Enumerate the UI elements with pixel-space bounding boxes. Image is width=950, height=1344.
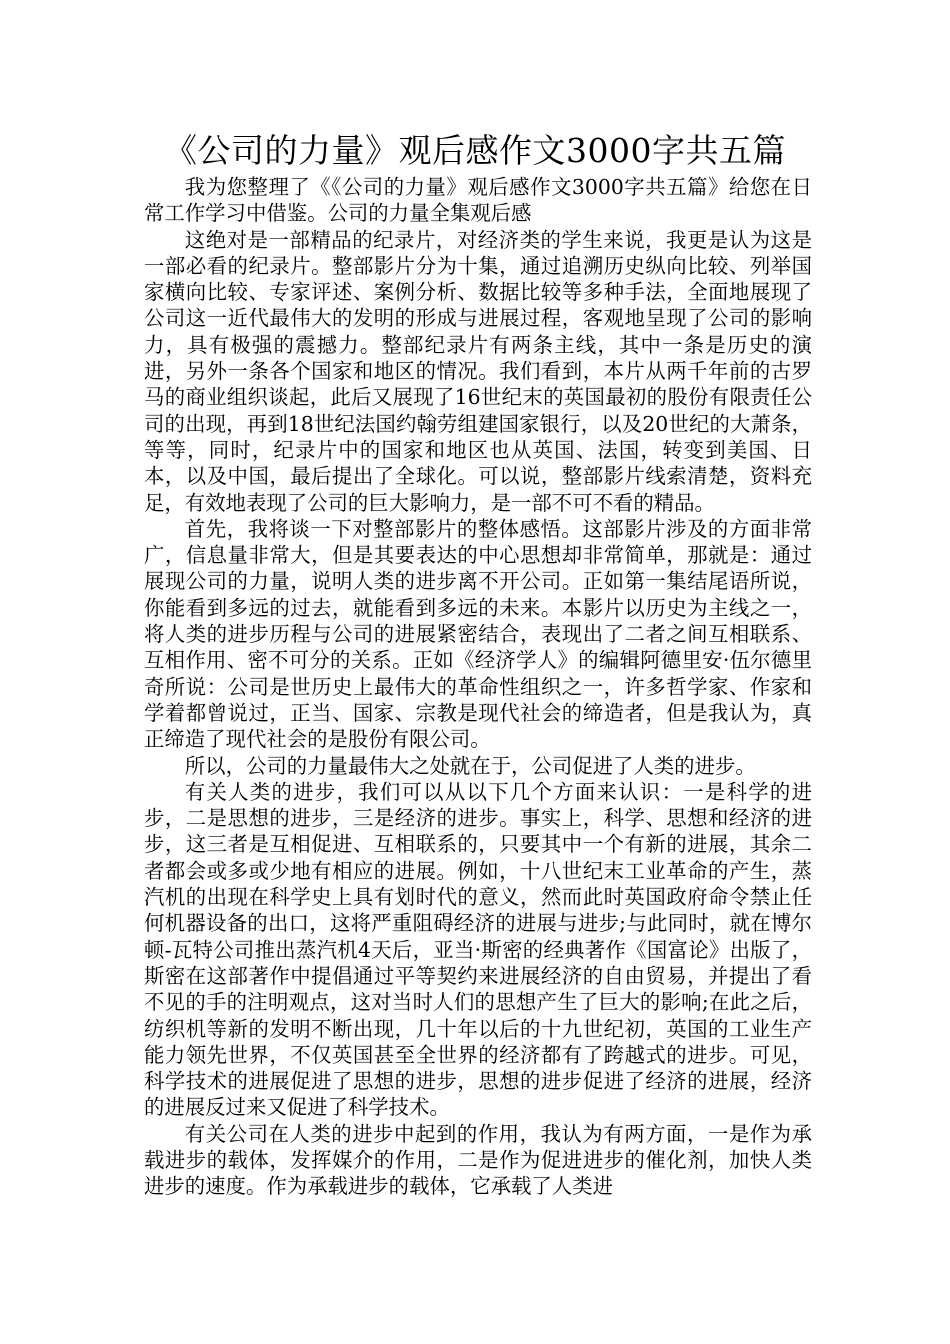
document-title: 《公司的力量》观后感作文3000字共五篇 <box>164 131 786 170</box>
document-body <box>144 174 812 1200</box>
paragraph-progress: 有关人类的进步，我们可以从以下几个方面来认识：一是科学的进步，二是思想的进步，三是经济的进步。事实上，科学、思想和经济的进步，这三者是互相促进、互相联系的，只要其中一个有新的进展，其余二者都会或多或少地有相应的进展。例如，十八世纪末工业革命的产生，蒸汽机的出现在科学史上具有划时代的意义，然而此时英国政府命令禁止任何机器设备的出口，这将严重阻碍经济的进展与进步;与此同时，就在博尔顿-瓦特公司推出蒸汽机4天后，亚当·斯密的经典著作《国富论》出版了，斯密在这部著作中提倡通过平等契约来进展经济的自由贸易，并提出了看不见的手的注明观点，这对当时人们的思想产生了巨大的影响;在此之后，纺织机等新的发明不断出现，几十年以后的十九世纪初，英国的工业生产能力领先世界，不仅英国甚至全世界的经济都有了跨越式的进步。可见，科学技术的进展促进了思想的进步，思想的进步促进了经济的进展，经济的进展反过来又促进了科学技术。 <box>144 779 812 1120</box>
paragraph-intro: 我为您整理了《《公司的力量》观后感作文3000字共五篇》给您在日常工作学习中借鉴。公司的力量全集观后感 <box>144 175 812 226</box>
paragraph-impression: 首先，我将谈一下对整部影片的整体感悟。这部影片涉及的方面非常广，信息量非常大，但是其要表达的中心思想却非常简单，那就是：通过展现公司的力量，说明人类的进步离不开公司。正如第一集结尾语所说，你能看到多远的过去，就能看到多远的未来。本影片以历史为主线之一，将人类的进步历程与公司的进展紧密结合，表现出了二者之间互相联系、互相作用、密不可分的关系。正如《经济学人》的编辑阿德里安·伍尔德里奇所说：公司是世历史上最伟大的革命性组织之一，许多哲学家、作家和学着都曾说过，正当、国家、宗教是现代社会的缔造者，但是我认为，真正缔造了现代社会的是股份有限公司。 <box>144 516 812 752</box>
paragraph-overview: 这绝对是一部精品的纪录片，对经济类的学生来说，我更是认为这是一部必看的纪录片。整部影片分为十集，通过追溯历史纵向比较、列举国家横向比较、专家评述、案例分析、数据比较等多种手法，全面地展现了公司这一近代最伟大的发明的形成与进展过程，客观地呈现了公司的影响力，具有极强的震撼力。整部纪录片有两条主线，其中一条是历史的演进，另外一条各个国家和地区的情况。我们看到，本片从两千年前的古罗马的商业组织谈起，此后又展现了16世纪末的英国最初的股份有限责任公司的出现，再到18世纪法国约翰劳组建国家银行，以及20世纪的大萧条，等等，同时，纪录片中的国家和地区也从英国、法国，转变到美国、日本，以及中国，最后提出了全球化。可以说，整部影片线索清楚，资料充足，有效地表现了公司的巨大影响力，是一部不可不看的精品。 <box>144 227 812 515</box>
paragraph-conclusion: 所以，公司的力量最伟大之处就在于，公司促进了人类的进步。 <box>184 753 756 778</box>
paragraph-role: 有关公司在人类的进步中起到的作用，我认为有两方面，一是作为承载进步的载体，发挥媒介的作用，二是作为促进进步的催化剂，加快人类进步的速度。作为承载进步的载体，它承载了人类进 <box>144 1121 812 1199</box>
